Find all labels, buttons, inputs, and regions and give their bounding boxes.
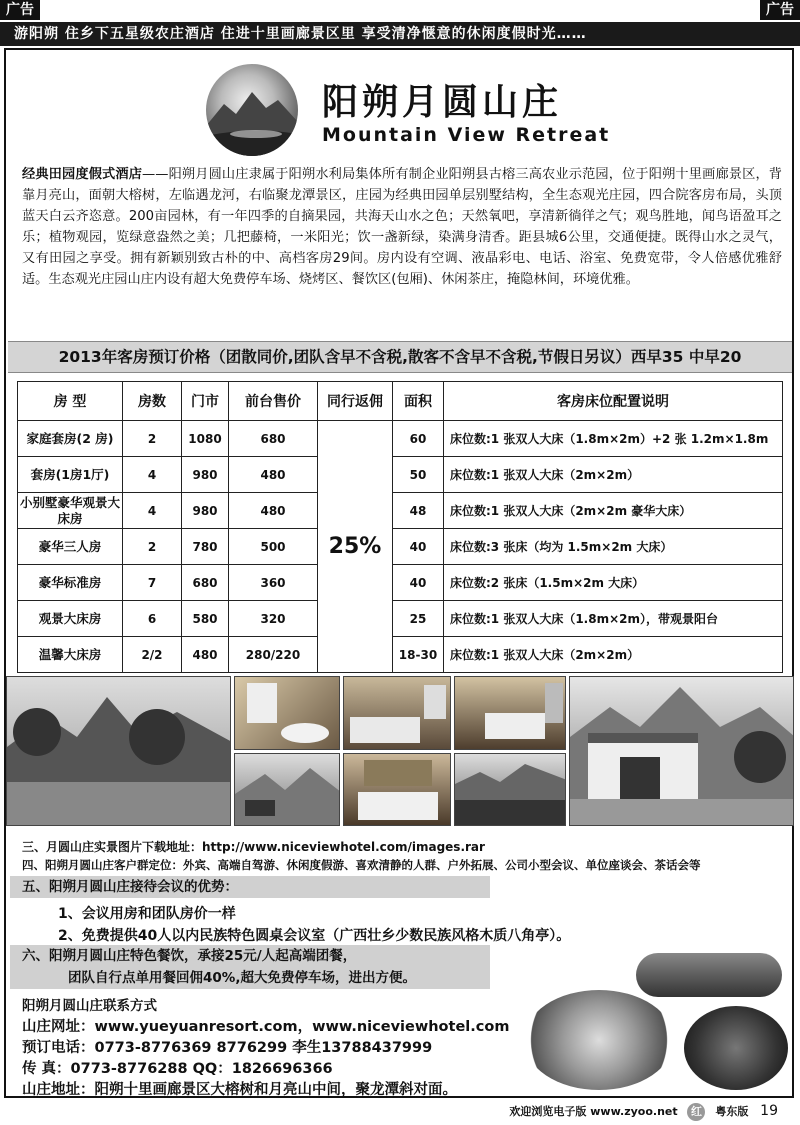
room-config: 床位数:2 张床（1.5m×2m 大床） — [444, 565, 783, 601]
room-rebate: 25% — [318, 421, 393, 673]
table-row — [18, 529, 783, 565]
room-area: 50 — [393, 457, 444, 493]
table-row — [18, 493, 783, 529]
section-5-item-1: 1、会议用房和团队房价一样 — [58, 906, 236, 922]
room-count: 6 — [123, 601, 182, 637]
room-rack: 680 — [182, 565, 229, 601]
section-6-line-2: 团队自行点单用餐回佣40%,超大免费停车场，进出方便。 — [68, 970, 416, 986]
contact-fax: 传 真：0773-8776288 QQ：1826696366 — [22, 1061, 333, 1077]
top-banner — [0, 22, 800, 46]
contact-web: 山庄网址：www.yueyuanresort.com，www.niceviewhotel.com — [22, 1019, 510, 1035]
line-4-customers: 四、阳朔月圆山庄客户群定位：外宾、高端自驾游、休闲度假游、喜欢清静的人群、户外拓展、公司小型会议、单位座谈会、茶话会等 — [22, 858, 701, 872]
room-type: 豪华三人房 — [18, 529, 123, 565]
room-area: 25 — [393, 601, 444, 637]
room-config: 床位数:1 张双人大床（2m×2m） — [444, 457, 783, 493]
intro-paragraph — [22, 164, 782, 290]
room-type: 豪华标准房 — [18, 565, 123, 601]
contact-phone: 预订电话：0773-8776369 8776299 李生13788437999 — [22, 1040, 433, 1056]
room-area: 48 — [393, 493, 444, 529]
room-rack: 980 — [182, 493, 229, 529]
header-count: 房数 — [123, 382, 182, 421]
header-rebate: 同行返佣 — [318, 382, 393, 421]
section-5-item-2: 2、免费提供40人以内民族特色圆桌会议室（广西壮乡少数民族风格木质八角亭）。 — [58, 928, 571, 944]
line-3-download: 三、月圆山庄实景图片下载地址：http://www.niceviewhotel.com/images.rar — [22, 840, 485, 854]
photo-bedroom-2 — [454, 676, 566, 750]
room-front: 480 — [229, 493, 318, 529]
room-count: 4 — [123, 493, 182, 529]
room-config: 床位数:1 张双人大床（1.8m×2m）+2 张 1.2m×1.8m — [444, 421, 783, 457]
header-rack: 门市 — [182, 382, 229, 421]
table-row — [18, 565, 783, 601]
room-count: 4 — [123, 457, 182, 493]
page-number: 19 — [760, 1103, 778, 1119]
contact-heading: 阳朔月圆山庄联系方式 — [22, 998, 157, 1014]
room-front: 500 — [229, 529, 318, 565]
photo-bathroom — [234, 676, 340, 750]
footer-edition: 粤东版 — [715, 1105, 749, 1118]
intro-lead: 经典田园度假式酒店 — [22, 167, 143, 182]
room-rack: 780 — [182, 529, 229, 565]
table-header-row — [18, 382, 783, 421]
header-area: 面积 — [393, 382, 444, 421]
photo-landscape-left — [6, 676, 231, 826]
room-count: 2 — [123, 529, 182, 565]
price-bar: 2013年客房预订价格（团散同价,团队含早不含税,散客不含早不含税,节假日另议）西早35 中早20 — [8, 341, 792, 373]
photo-village-roofs — [234, 753, 340, 826]
room-type: 温馨大床房 — [18, 637, 123, 673]
contact-address: 山庄地址：阳朔十里画廊景区大榕树和月亮山中间，聚龙潭斜对面。 — [22, 1082, 457, 1098]
dish-plate-image — [524, 990, 674, 1090]
title-english: Mountain View Retreat — [322, 124, 611, 146]
room-rack: 980 — [182, 457, 229, 493]
photo-entrance-gate — [569, 676, 794, 826]
room-area: 60 — [393, 421, 444, 457]
room-config: 床位数:1 张双人大床（2m×2m） — [444, 637, 783, 673]
room-front: 320 — [229, 601, 318, 637]
room-rack: 580 — [182, 601, 229, 637]
room-type: 小别墅豪华观景大床房 — [18, 493, 123, 529]
room-rack: 1080 — [182, 421, 229, 457]
room-area: 40 — [393, 565, 444, 601]
intro-body: ——阳朔月圆山庄隶属于阳朔水利局集体所有制企业阳朔县古榕三高农业示范园，位于阳朔十里画廊景区，背靠月亮山，面朝大榕树，左临遇龙河，右临聚龙潭景区，庄园为经典田园单层别墅结构，全生态观光庄园，四合院客房布局，头顶蓝天白云齐恣意。200亩园林，有一年四季的自摘果园，共海天山水之色；天然氧吧，享清新徜徉之气；观鸟胜地，闻鸟语盈耳之乐；植物观园，览绿意盎然之美；几把藤椅，一米阳光；饮一盏新绿，染满身清香。距县城6公里，交通便捷。既得山水之灵气，又有田园之享受。拥有新颖别致古朴的中、高档客房29间。房内设有空调、液晶彩电、电话、浴室、免费宽带，令人倍感优雅舒适。生态观光庄园山庄内设有超大免费停车场、烧烤区、餐饮区(包厢)、休闲茶庄，掩隐林间，环境优雅。 — [22, 167, 782, 287]
room-type: 家庭套房(2 房) — [18, 421, 123, 457]
footer-badge: 红 — [687, 1103, 705, 1121]
room-count: 7 — [123, 565, 182, 601]
section-6-box — [10, 945, 490, 989]
section-5-title: 五、阳朔月圆山庄接待会议的优势： — [10, 876, 490, 898]
section-6-title: 六、阳朔月圆山庄特色餐饮，承接25元/人起高端团餐， — [22, 948, 357, 964]
room-config: 床位数:1 张双人大床（2m×2m 豪华大床） — [444, 493, 783, 529]
banner-text: 游阳朔 住乡下五星级农庄酒店 住进十里画廊景区里 享受清净惬意的休闲度假时光…… — [14, 26, 587, 42]
room-front: 280/220 — [229, 637, 318, 673]
header-config: 客房床位配置说明 — [444, 382, 783, 421]
table-row — [18, 421, 783, 457]
photo-rooftops — [454, 753, 566, 826]
ad-label-right: 广告 — [760, 0, 800, 20]
header-room-type: 房 型 — [18, 382, 123, 421]
room-front: 360 — [229, 565, 318, 601]
bamboo-rice-dish-image — [636, 953, 782, 997]
room-area: 40 — [393, 529, 444, 565]
photo-bedroom-3 — [343, 753, 451, 826]
room-count: 2/2 — [123, 637, 182, 673]
footer-text: 欢迎浏览电子版 www.zyoo.net — [509, 1105, 678, 1118]
table-row — [18, 457, 783, 493]
photo-bedroom-1 — [343, 676, 451, 750]
room-type: 套房(1房1厅) — [18, 457, 123, 493]
room-config: 床位数:1 张双人大床（1.8m×2m），带观景阳台 — [444, 601, 783, 637]
room-front: 480 — [229, 457, 318, 493]
header-front: 前台售价 — [229, 382, 318, 421]
room-count: 2 — [123, 421, 182, 457]
room-type: 观景大床房 — [18, 601, 123, 637]
room-front: 680 — [229, 421, 318, 457]
mountain-logo-icon — [206, 64, 298, 156]
room-price-table — [17, 381, 783, 673]
table-row — [18, 601, 783, 637]
dish-bowl-image — [684, 1006, 788, 1090]
table-row — [18, 637, 783, 673]
ad-label-left: 广告 — [0, 0, 40, 20]
title-chinese: 阳朔月圆山庄 — [322, 81, 563, 123]
room-rack: 480 — [182, 637, 229, 673]
room-area: 18-30 — [393, 637, 444, 673]
page-footer — [509, 1103, 778, 1121]
room-config: 床位数:3 张床（均为 1.5m×2m 大床） — [444, 529, 783, 565]
